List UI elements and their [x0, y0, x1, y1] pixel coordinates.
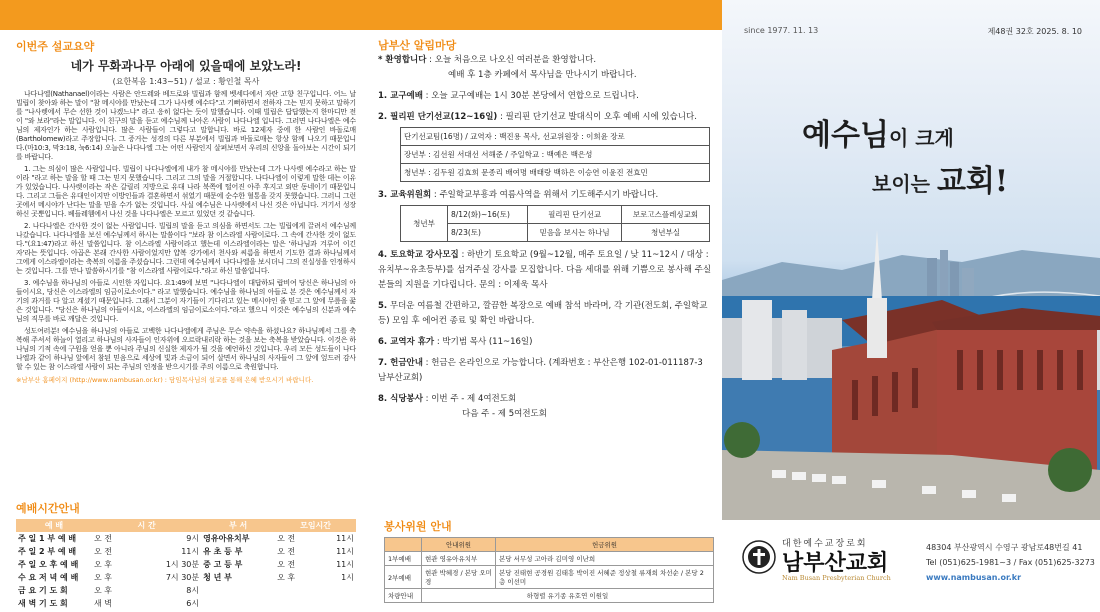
sermon-paragraph: 2. 나다나엘은 간사한 것이 없는 사람입니다. 빌립의 말을 듣고 의심을 하면서도 그는 빌립에게 끌려서 예수님께 나갔습니다. 나다나엘을 보신 예수님께서 하시는 말씀이다 "보라 참 이스라엘 사람이로다. 그 속에 간사한 것이 없도다."(요1:47)라고 하신 말씀입니다. 참 이스라엘 사람이라고 했는데 이스라엘이라는 말은 '하나님과 겨루어 이긴 자'라는 뜻입니다. 아곱은 본래 간사한 사람이었지만 얍복 강가에서 천사와 씨름을 하면서 기도한 결과 하나님께서 그에게 이스라엘이라는 축복의 이름을 주셨습니다. 그런데 예수님께서 나다나엘을 보시더니 그의 진실성을 인정하시는 것입니다. 그를 만나 말씀하시기를 "참 이스라엘 사람이로다."라고 하신 말씀입니다.	[16, 222, 356, 275]
slogan-line-1: 예수님이 크게	[802, 118, 954, 153]
denomination: 대한예수교장로회	[782, 539, 868, 549]
announce-item: 5. 무더운 여름철 간편하고, 깔끔한 복장으로 예배 참석 바라며, 각 기관(전도회, 주일학교 등) 모임 후 에어컨 종료 및 확인 바랍니다.	[378, 301, 708, 326]
table-row: 주 일 오 후 예 배 오 후 1시 30분 중 고 등 부 오 전 11시	[18, 560, 354, 569]
volunteer-table	[384, 537, 714, 603]
sermon-paragraph: 성도여러분! 예수님을 하나님의 아들로 고백한 나다나엘에게 주님은 무슨 약속을 하셨나요? 하나님께서 그를 축복해 주셔서 하늘이 열리고 하나님의 사자들이 인자위에 오르락내리락 하는 것을 보는 축복을 받았습니다. 이것은 하나님의 기적 속에 구원을 얻을 뿐 아니라 주님의 신실한 제자가 될 것을 예언하신 것입니다. 우리 모든 성도들이 나다나엘과 같이 하나님 앞에서 참된 믿음으로 세상에 빛과 소금이 되어 살면서 하나님의 사자들이 그 앞에 엎드려 감사할 수 있는 참 이스라엘 사람이 되는 주님의 인정을 받으시기를 주의 이름으로 축원합니다.	[16, 327, 356, 371]
worship-table	[16, 519, 356, 610]
table-row: 주 일 1 부 예 배 오 전 9시 영유아유치부 오 전 11시	[18, 534, 354, 543]
header-worship: 예 배	[16, 519, 92, 532]
worship-section-title: 예배시간안내	[16, 502, 80, 515]
announce-item: 4. 토요학교 강사모집 : 하반기 토요학교 (9월~12월, 매주 토요일 / 낮 11~12시 / 대상 : 유치부~유초등부)를 섬겨주실 강사를 모집합니다. 다음 세대를 위해 기쁨으로 봉사해 주실 분들의 지원을 기다립니다. 문의 : 이제욱 목사	[378, 250, 712, 290]
worship-section	[16, 500, 356, 610]
church-name: 남부산교회	[782, 551, 889, 576]
address: 48304 부산광역시 수영구 광남로48번길 41	[926, 543, 1083, 552]
tel-fax: Tel (051)625-1981~3 / Fax (051)625-3273	[926, 558, 1095, 567]
announcement-column	[378, 30, 713, 422]
announce-item: 8. 식당봉사 : 이번 주 - 제 4여전도회	[378, 394, 517, 404]
header-offering: 헌금위원	[496, 538, 714, 552]
announce-item: 다음 주 - 제 5여전도회	[462, 409, 547, 419]
church-contact	[926, 540, 1095, 585]
volunteer-section	[384, 518, 714, 603]
header-guide: 안내위원	[422, 538, 496, 552]
youth-schedule-table: 청년부 8/12(화)~16(토) 필리핀 단기선교 보로고스플레싱교회 8/23(토) 믿음을 보시는 하나님 청년부실	[400, 205, 710, 242]
sermon-reference: (요한복음 1:43~51) / 설교 : 황인철 목사	[112, 77, 260, 86]
header-time: 시 간	[92, 519, 201, 532]
cover-panel	[722, 0, 1100, 612]
announce-item: 1. 교구예배 : 오늘 교구예배는 1시 30분 본당에서 연합으로 드립니다.	[378, 91, 639, 101]
slogan-line-2: 보이는 교회!	[872, 164, 1009, 199]
table-row: 주 일 2 부 예 배 오 전 11시 유 초 등 부 오 전 11시	[18, 547, 354, 556]
sermon-section-title: 이번주 설교요약	[16, 40, 95, 53]
welcome-line: * 환영합니다 : 오늘 처음으로 나오신 여러분을 환영합니다.	[378, 55, 597, 65]
homepage-footnote: ※남부산 홈페이지 (http://www.nambusan.or.kr) : 담임목사님의 설교를 통해 은혜 받으시기 바랍니다.	[16, 376, 314, 384]
header-dept: 부 서	[201, 519, 275, 532]
church-photo-illustration	[722, 0, 1100, 520]
announce-item: 7. 헌금안내 : 헌금은 온라인으로 가능합니다. (계좌번호 : 부산은행 102-01-011187-3 남부산교회)	[378, 358, 703, 383]
top-orange-bar	[0, 0, 722, 30]
church-english-name: Nam Busan Presbyterian Church	[782, 574, 891, 582]
announce-section-title: 남부산 알림마당	[378, 39, 457, 52]
sermon-paragraph: 나다나엘(Nathanael)이라는 사람은 안드레와 베드로와 빌립과 함께 벳세다에서 자란 고향 친구입니다. 어느 날 빌립이 찾아와 하는 말이 "참 메시야를 만났는데 그가 나사렛 예수다"고 기뻐하면서 전하자 그는 믿지 못하고 말하기를 "나사렛에서 무슨 선한 것이 나겠느냐" 라고 응히 없다는 듯이 말했습니다. 이때 빌립은 답답했는지 한마디만 전이 "와 보라"라는 말입니다. 이 친구의 말을 듣고 예수님께 나아온 사람이 나다나엘 입니다. 그러면 나다나엘은 예수님의 제자인가 하는 사람입니다. 많은 사람들이 그렇다고 말합니다. 바로 12제자 중에 한 사람인 바돌로매(Bartholomew)라고 주장합니다. 그 증거는 성경의 다른 부분에서 빌립과 바돌로매는 항상 함께 나오기 때문입니다.(마10:3, 막3:18, 눅6:14) 오늘은 나다나엘 그는 어떤 사람인지 살펴보면서 우리의 신앙을 돌아보는 시간이 되기를 바랍니다.	[16, 90, 356, 161]
table-row: 2부예배 현관 박혜경 / 본당 오미경 본당 진태현 공경원 김태흥 박이진 서혜준 정상철 류재희 차선순 / 본당 2층 이선미	[385, 566, 714, 589]
sermon-body	[16, 90, 356, 372]
table-row: 금 요 기 도 회 오 후 8시	[18, 586, 200, 595]
cover-photo	[722, 0, 1100, 520]
announce-item: 2. 필리핀 단기선교(12~16일) : 필리핀 단기선교 발대식이 오후 예배 시에 있습니다.	[378, 112, 697, 122]
table-row: 수 요 저 녁 예 배 오 후 7시 30분 청 년 부 오 후 1시	[18, 573, 354, 582]
table-row: 차량안내 하형렬 유기종 유호연 이원일	[385, 589, 714, 603]
announce-item: 6. 교역자 휴가 : 박기범 목사 (11~16일)	[378, 337, 533, 347]
issue-date: 제48권 32호 2025. 8. 10	[987, 27, 1082, 36]
header-meeting-time: 모임시간	[275, 519, 356, 532]
volunteer-section-title: 봉사위원 안내	[384, 520, 452, 533]
welcome-line-2: 예배 후 1층 카페에서 목사님을 만나시기 바랍니다.	[448, 70, 637, 80]
table-row: 새 벽 기 도 회 새 벽 6시	[18, 599, 200, 608]
announce-item: 3. 교육위원회 : 주일학교부흥과 여름사역을 위해서 기도해주시기 바랍니다.	[378, 190, 659, 200]
church-emblem-icon	[742, 540, 776, 574]
table-row: 1부예배 현관 영유아유치부 본당 서무성 고아라 김미영 이난희	[385, 552, 714, 566]
mission-team-table: 단기선교팀(16명) / 교역자 : 백진용 목사, 선교위원장 : 이희윤 장로 장년부 : 김선원 서대선 서해준 / 주일학교 : 백예은 백은성 청년부 : 김두원 김효희 문종리 배여명 배태랑 백하은 이승연 이윤진 전효민	[400, 127, 710, 182]
sermon-paragraph: 3. 예수님을 하나님의 아들로 시인한 자입니다. 요1:49에 보면 "나다나엘이 대답하되 랍비여 당신은 하나님의 아들이시요, 당신은 이스라엘의 임금이로소이다." 라고 말했습니다. 예수님을 하나님의 아들로 본 것은 예수님께서 자기의 과거를 다 알고 계셨기 때문입니다. 그래서 그분이 자기들이 기다리고 있는 메시야인 줄 믿고 그 앞에 무릎을 꿇은 것입니다. "당신은 하나님의 아들이시요, 이스라엘의 임금이로소이다."라고 했으니 이것은 예수님의 신분과 예수님의 직무를 바로 깨달은 것입니다.	[16, 279, 356, 323]
sermon-title: 네가 무화과나무 아래에 있을때에 보았노라!	[70, 59, 302, 73]
website-link[interactable]: www.nambusan.or.kr	[926, 573, 1022, 582]
sermon-column	[16, 30, 356, 384]
sermon-paragraph: 1. 그는 의심이 많은 사람입니다. 빌립이 나다나엘에게 내가 참 메시야를 만났는데 그가 나사렛 예수라고 하는 말이라 "라고 하는 말을 할 때 그는 믿지 못했습니다. 그리고 그의 말을 거절합니다. 나다나엘이 이렇게 말한 데는 이유가 있었습니다. 나사렛이라는 작은 갈릴리 지방으로 유대 나라 북쪽에 떨어진 아주 후지고 외딴 동네이기 때문입니다. 그리고 그들은 유대인이지만 이방인들과 결혼하면서 섞였기 때문에 순수한 혈통을 갖지 못했습니다. 그러니 그런 곳에서 메시야가 난다는 말을 믿을 수가 없는 것입니다. 사실 예수님은 나사렛에서 나신 것은 아닙니다. 거기서 성장하신 곳뿐입니다. 베들레헴에서 나신 것을 나다나엘은 모르고 있었던 것 같습니다.	[16, 165, 356, 218]
since-date: since 1977. 11. 13	[744, 26, 819, 35]
